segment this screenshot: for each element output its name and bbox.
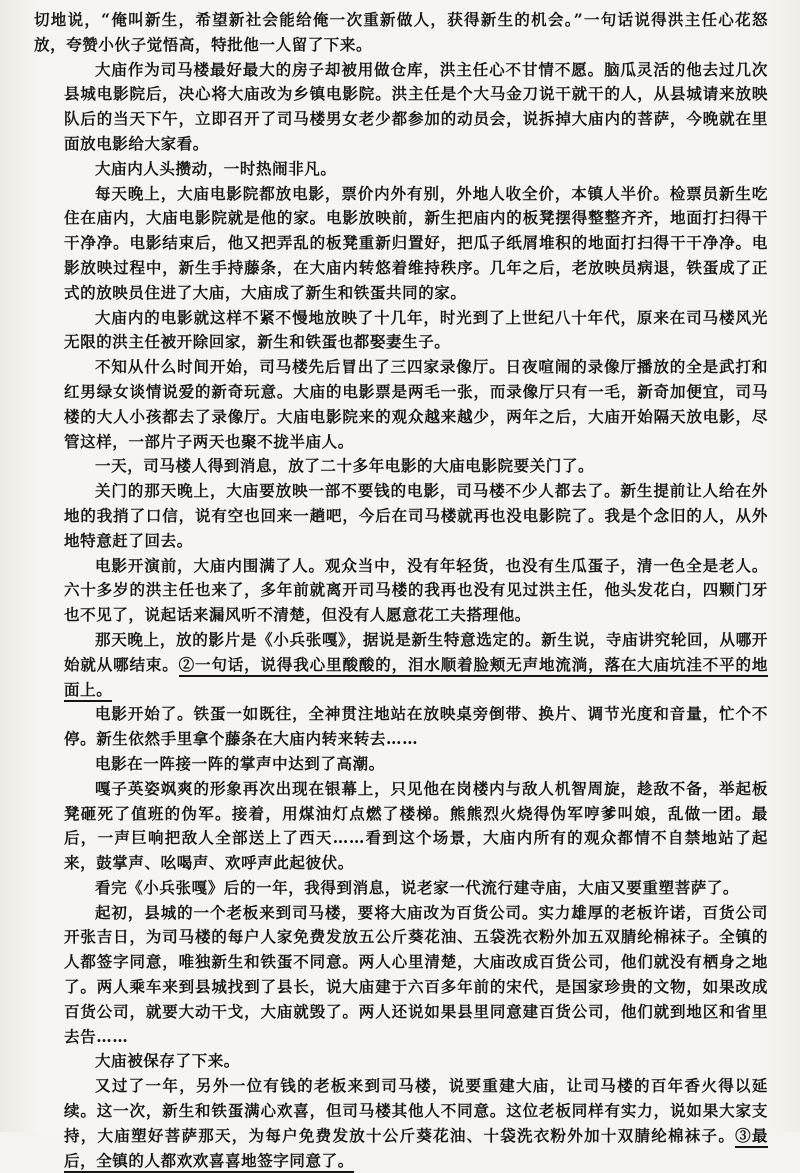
paragraph-1: 切地说，“俺叫新生，希望新社会能给俺一次重新做人，获得新生的机会。”一句话说得洪主任心花怒放，夸赞小伙子觉悟高，特批他一人留了下来。 xyxy=(34,10,768,54)
paragraph-10-text: 那天晚上，放的影片是《小兵张嘎》，据说是新生特意选定的。新生说，寺庙讲究轮回，从哪开始就从哪结束。 xyxy=(64,629,768,674)
paragraph-17 xyxy=(64,1074,768,1173)
paragraph-9: 电影开演前，大庙内围满了人。观众当中，没有年轻货，也没有生瓜蛋子，清一色全是老人。六十多岁的洪主任也来了，多年前就离开司马楼的我再也没有见过洪主任，他头发花白，四颗门牙也不见了，说起话来漏风听不清楚，但没有人愿意花工夫搭理他。 xyxy=(64,555,768,625)
underlined-sentence-2: ②一句话，说得我心里酸酸的，泪水顺着脸颊无声地流淌，落在大庙坑洼不平的地面上。 xyxy=(64,655,768,702)
underlined-sentence-3: ③最后，全镇的人都欢欢喜喜地签字同意了。 xyxy=(64,1126,768,1173)
paragraph-3: 大庙内人头攒动，一时热闹非凡。 xyxy=(95,158,337,178)
paragraph-2: 大庙作为司马楼最好最大的房子却被用做仓库，洪主任心不甘情不愿。脑瓜灵活的他去过几次县城电影院后，决心将大庙改为乡镇电影院。洪主任是个大马金刀说干就干的人，从县城请来放映队后的当天下午，立即召开了司马楼男女老少都参加的动员会，说拆掉大庙内的菩萨，今晚就在里面放电影给大家看。 xyxy=(64,59,768,153)
paragraph-10 xyxy=(64,628,768,702)
paragraph-4: 每天晚上，大庙电影院都放电影，票价内外有别，外地人收全价，本镇人半价。检票员新生吃住在庙内，大庙电影院就是他的家。电影放映前，新生把庙内的板凳摆得整整齐齐，地面打扫得干干净净。电影结束后，他又把弄乱的板凳重新归置好，把瓜子纸屑堆积的地面打扫得干干净净。电影放映过程中，新生手持藤条，在大庙内转悠着维持秩序。几年之后，老放映员病退，铁蛋成了正式的放映员住进了大庙，大庙成了新生和铁蛋共同的家。 xyxy=(64,183,768,302)
paragraph-14: 看完《小兵张嘎》后的一年，我得到消息，说老家一代流行建寺庙，大庙又要重塑菩萨了。 xyxy=(95,877,740,897)
paragraph-11: 电影开始了。铁蛋一如既往，全神贯注地站在放映桌旁倒带、换片、调节光度和音量，忙个不停。新生依然手里拿个藤条在大庙内转来转去…… xyxy=(64,704,768,749)
paragraph-7: 一天，司马楼人得到消息，放了二十多年电影的大庙电影院要关门了。 xyxy=(95,456,595,476)
paragraph-5: 大庙内的电影就这样不紧不慢地放映了十几年，时光到了上世纪八十年代，原来在司马楼风光无限的洪主任被开除回家，新生和铁蛋也都娶妻生子。 xyxy=(64,307,768,352)
paragraph-12: 电影在一阵接一阵的掌声中达到了高潮。 xyxy=(95,753,385,773)
paragraph-13: 嘎子英姿飒爽的形象再次出现在银幕上，只见他在岗楼内与敌人机智周旋，趁敌不备，举起板凳砸死了值班的伪军。接着，用煤油灯点燃了楼梯。熊熊烈火烧得伪军哼爹叫娘，乱做一团。最后，一声巨响把敌人全部送上了西天……看到这个场景，大庙内所有的观众都情不自禁地站了起来，鼓掌声、吆喝声、欢呼声此起彼伏。 xyxy=(64,778,768,873)
paragraph-16: 大庙被保存了下来。 xyxy=(95,1051,240,1071)
paragraph-6: 不知从什么时间开始，司马楼先后冒出了三四家录像厅。日夜喧闹的录像厅播放的全是武打和红男绿女谈情说爱的新奇玩意。大庙的电影票是两毛一张，而录像厅只有一毛，新奇加便宜，司马楼的大人小孩都去了录像厅。大庙电影院来的观众越来越少，两年之后，大庙开始隔天放电影，尽管这样，一部片子两天也聚不拢半庙人。 xyxy=(64,357,768,451)
paragraph-17-text: 又过了一年，另外一位有钱的老板来到司马楼，说要重建大庙，让司马楼的百年香火得以延续。这一次，新生和铁蛋满心欢喜，但司马楼其他人不同意。这位老板同样有实力，说如果大家支持，大庙塑好菩萨那天，为每户免费发放十公斤葵花油、十袋洗衣粉外加十双腈纶棉袜子。 xyxy=(64,1076,768,1145)
paragraph-8: 关门的那天晚上，大庙要放映一部不要钱的电影，司马楼不少人都去了。新生提前让人给在外地的我捎了口信，说有空也回来一趟吧，今后在司马楼就再也没电影院了。我是个念旧的人，从外地特意赶了回去。 xyxy=(64,481,768,550)
paragraph-15: 起初，县城的一个老板来到司马楼，要将大庙改为百货公司。实力雄厚的老板许诺，百货公司开张吉日，为司马楼的每户人家免费发放五公斤葵花油、五袋洗衣粉外加五双腈纶棉袜子。全镇的人都签字同意，唯独新生和铁蛋不同意。两人心里清楚，大庙改成百货公司，他们就没有栖身之地了。两人乘车来到县城找到了县长，说大庙建于六百多年前的宋代，是国家珍贵的文物，如果改成百货公司，就要大动干戈，大庙就毁了。两人还说如果县里同意建百货公司，他们就到地区和省里去告…… xyxy=(64,902,768,1046)
